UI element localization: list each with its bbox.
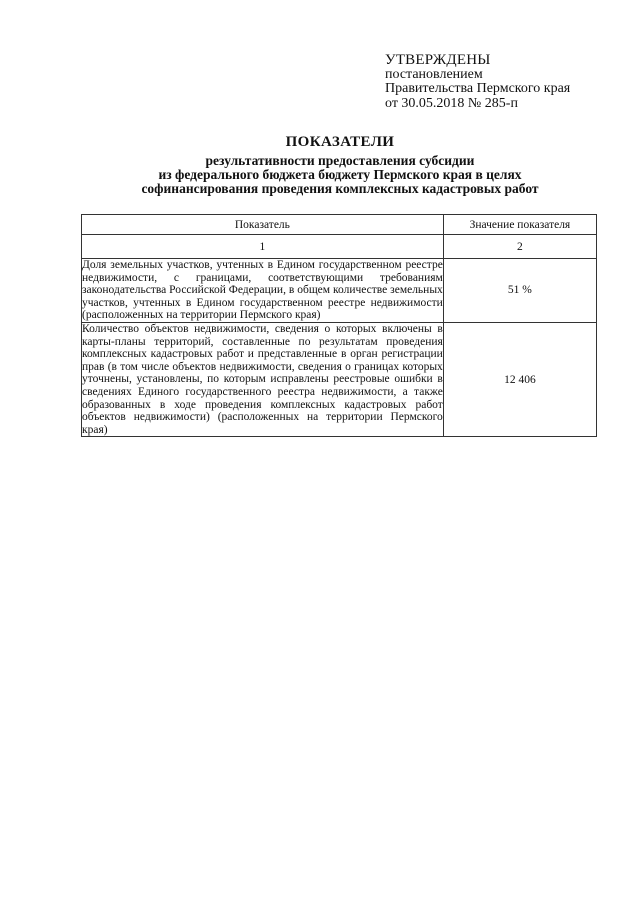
column-number-2: 2	[443, 235, 596, 259]
column-number-row	[82, 235, 597, 259]
subtitle-line-2: из федерального бюджета бюджету Пермского края в целях	[158, 167, 522, 182]
value-cell: 51 %	[443, 259, 596, 323]
value-cell: 12 406	[443, 322, 596, 436]
header-indicator: Показатель	[82, 215, 444, 235]
table-row	[82, 259, 597, 323]
table-row	[82, 322, 597, 436]
document-title: ПОКАЗАТЕЛИ	[285, 134, 395, 150]
approval-line-3: от 30.05.2018 № 285-п	[385, 95, 518, 111]
indicator-cell: Доля земельных участков, учтенных в Едином государственном реестре недвижимости, с границами, соответствующими требованиям законодательства Российской Федерации, в общем количестве земельных участков, учтенных в Едином государственном реестре недвижимости (расположенных на территории Пермского края)	[82, 259, 443, 322]
header-value: Значение показателя	[443, 215, 596, 235]
subtitle-line-1: результативности предоставления субсидии	[205, 153, 475, 168]
approval-line-2: Правительства Пермского края	[385, 81, 571, 96]
indicators-table	[81, 214, 597, 437]
document-subtitle	[60, 154, 620, 196]
indicator-cell: Количество объектов недвижимости, сведения о которых включены в карты-планы территорий, составленные по результатам проведения комплексных кадастровых работ и представленные в орган регистрации прав (в том числе объектов недвижимости, сведения о границах которых уточнены, установлены, по которым исправлены реестровые ошибки в сведениях Единого государственного реестра недвижимости, а также образованных в ходе проведения комплексных кадастровых работ объектов недвижимости) (расположенных на территории Пермского края)	[82, 322, 443, 436]
approval-title: УТВЕРЖДЕНЫ	[385, 52, 491, 68]
subtitle-line-3: софинансирования проведения комплексных кадастровых работ	[141, 181, 539, 196]
table-header-row	[82, 215, 597, 235]
approval-line-1: постановлением	[385, 66, 483, 82]
approval-stamp	[385, 53, 625, 111]
column-number-1: 1	[82, 235, 444, 259]
